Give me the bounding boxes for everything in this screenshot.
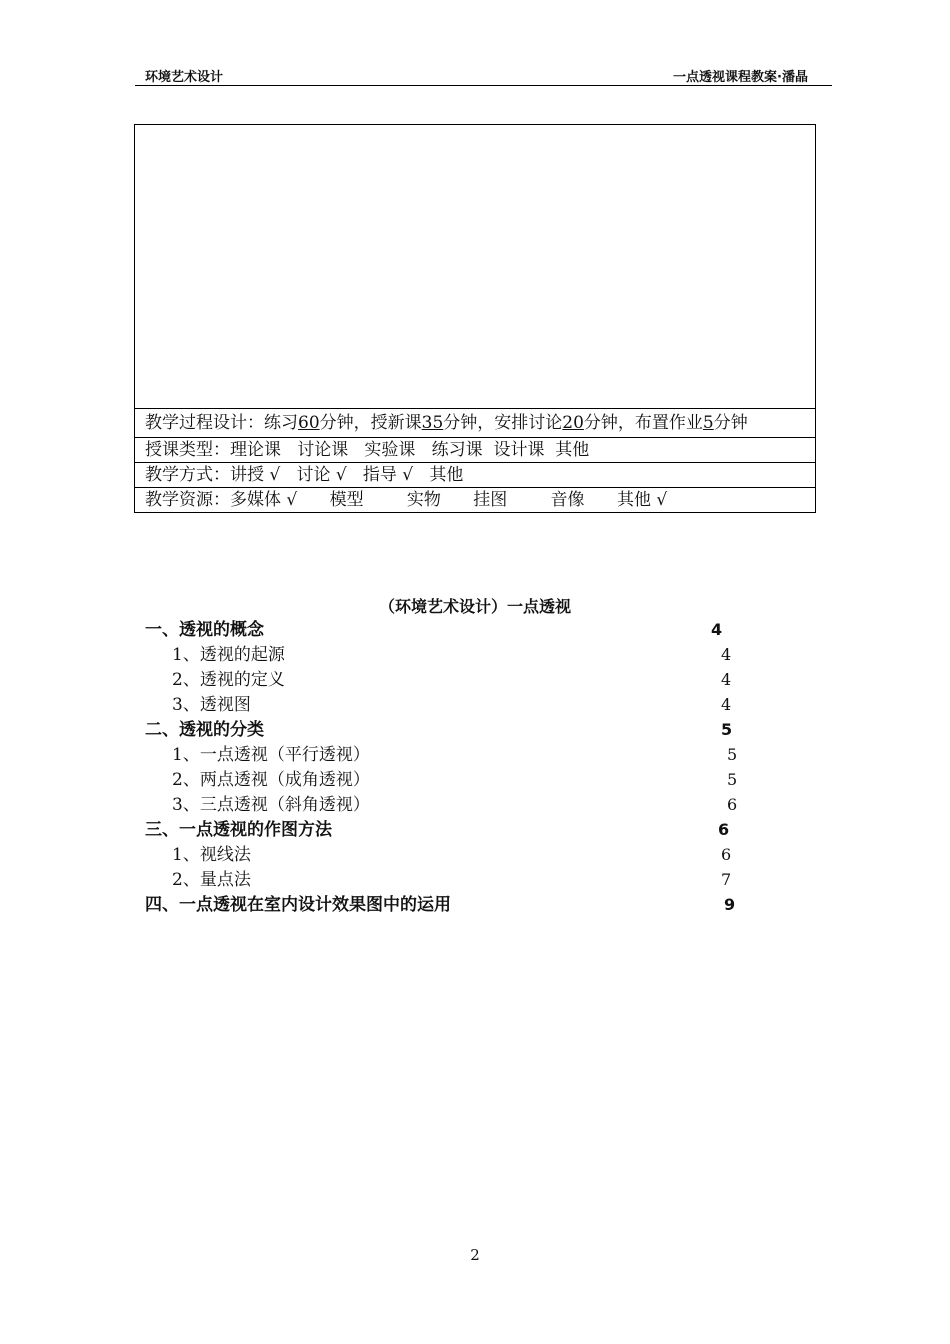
toc-item: 2、量点法 bbox=[172, 870, 251, 890]
toc-page: 6 bbox=[718, 820, 730, 839]
toc-item: 2、两点透视（成角透视） bbox=[172, 770, 370, 790]
toc-page: 5 bbox=[721, 720, 733, 739]
lesson-plan-table bbox=[134, 124, 816, 513]
toc-item: 3、透视图 bbox=[172, 695, 251, 715]
toc-page: 6 bbox=[721, 845, 732, 864]
process-text-1: 分钟，授新课 bbox=[319, 413, 422, 433]
toc-page: 4 bbox=[721, 695, 732, 714]
toc-page: 4 bbox=[721, 645, 732, 664]
header-divider bbox=[135, 85, 832, 86]
toc-title: （环境艺术设计）一点透视 bbox=[378, 597, 571, 616]
toc-item: 1、一点透视（平行透视） bbox=[172, 745, 370, 765]
blank-content-area bbox=[135, 125, 815, 409]
toc-item: 1、透视的起源 bbox=[172, 645, 285, 665]
header-document-title: 一点透视课程教案·潘晶 bbox=[673, 70, 808, 85]
toc-page: 5 bbox=[727, 745, 738, 764]
process-text-2: 分钟，安排讨论 bbox=[443, 413, 563, 433]
lesson-type-row: 授课类型：理论课 讨论课 实验课 练习课 设计课 其他 bbox=[135, 438, 815, 463]
discussion-minutes: 20 bbox=[562, 413, 584, 433]
teaching-process-row bbox=[135, 409, 815, 438]
toc-page: 6 bbox=[727, 795, 738, 814]
toc-item: 3、三点透视（斜角透视） bbox=[172, 795, 370, 815]
toc-item: 2、透视的定义 bbox=[172, 670, 285, 690]
new-lesson-minutes: 35 bbox=[421, 413, 444, 433]
toc-item: 二、透视的分类 bbox=[145, 720, 264, 740]
toc-page: 4 bbox=[721, 670, 732, 689]
teaching-method-row: 教学方式：讲授 √ 讨论 √ 指导 √ 其他 bbox=[135, 463, 815, 488]
header-course-title: 环境艺术设计 bbox=[145, 70, 224, 85]
toc-page: 5 bbox=[727, 770, 738, 789]
toc-page: 7 bbox=[721, 870, 732, 889]
process-text-3: 分钟，布置作业 bbox=[583, 413, 703, 433]
toc-item: 四、一点透视在室内设计效果图中的运用 bbox=[145, 895, 451, 915]
teaching-resources-row: 教学资源：多媒体 √ 模型 实物 挂图 音像 其他 √ bbox=[145, 490, 668, 510]
page-number: 2 bbox=[470, 1246, 480, 1264]
toc-page: 4 bbox=[711, 620, 723, 639]
toc-page: 9 bbox=[724, 895, 736, 914]
process-prefix: 教学过程设计：练习 bbox=[145, 413, 298, 433]
toc-item: 三、一点透视的作图方法 bbox=[145, 820, 332, 840]
process-text-4: 分钟 bbox=[713, 413, 748, 433]
toc-item: 1、视线法 bbox=[172, 845, 251, 865]
homework-minutes: 5 bbox=[702, 413, 714, 433]
toc-item: 一、透视的概念 bbox=[145, 620, 264, 640]
practice-minutes: 60 bbox=[298, 413, 320, 433]
